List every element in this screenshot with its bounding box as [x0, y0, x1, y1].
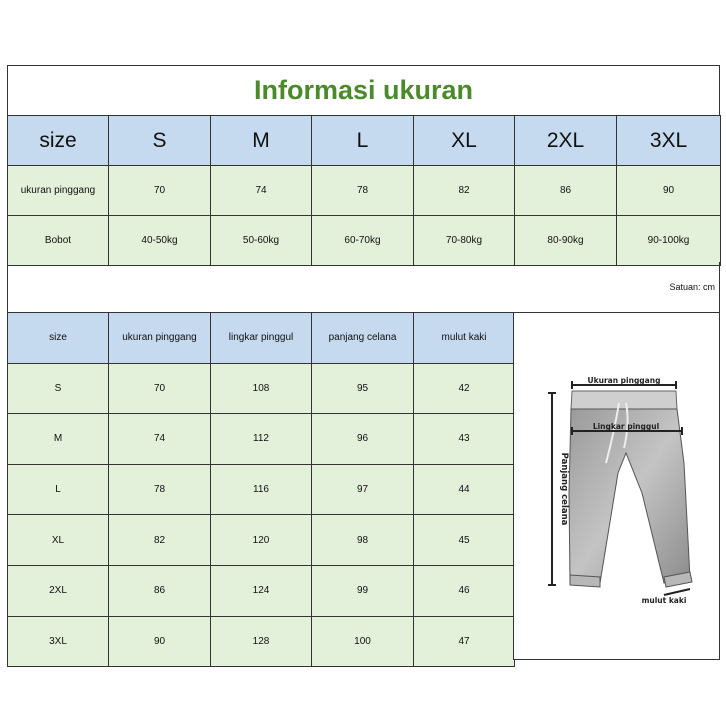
- pants-diagram: [514, 313, 719, 659]
- hem-label: mulut kaki: [641, 596, 687, 605]
- left-cuff-shape: [570, 575, 600, 587]
- table-cell: 116: [211, 464, 312, 515]
- table-cell: 78: [312, 166, 414, 216]
- table-cell: 50-60kg: [211, 216, 312, 266]
- top-header-2xl: 2XL: [515, 116, 617, 166]
- waist-label: Ukuran pinggang: [587, 376, 661, 385]
- table-cell: 86: [109, 565, 211, 616]
- table-cell: 128: [211, 616, 312, 667]
- table-row: [8, 616, 515, 667]
- table-row: [8, 363, 515, 414]
- hip-label: Lingkar pinggul: [592, 422, 660, 431]
- top-header-3xl: 3XL: [617, 116, 721, 166]
- table-cell: 70-80kg: [414, 216, 515, 266]
- row-label-weight: Bobot: [8, 216, 109, 266]
- table-cell: 96: [312, 414, 414, 465]
- table-cell: 86: [515, 166, 617, 216]
- table-cell: 98: [312, 515, 414, 566]
- table-cell: 90-100kg: [617, 216, 721, 266]
- table-cell: 60-70kg: [312, 216, 414, 266]
- table-cell: 70: [109, 166, 211, 216]
- table-cell: 82: [414, 166, 515, 216]
- table-cell: 74: [109, 414, 211, 465]
- page-title: Informasi ukuran: [253, 74, 474, 105]
- hem-measure-line: [664, 589, 690, 595]
- table-row: [8, 216, 721, 266]
- header-waist: ukuran pinggang: [109, 313, 211, 364]
- row-size-label: XL: [8, 515, 109, 566]
- table-cell: 80-90kg: [515, 216, 617, 266]
- table-cell: 112: [211, 414, 312, 465]
- row-size-label: 2XL: [8, 565, 109, 616]
- top-header-size: size: [8, 116, 109, 166]
- top-header-m: M: [211, 116, 312, 166]
- table-cell: 90: [109, 616, 211, 667]
- table-cell: 78: [109, 464, 211, 515]
- table-cell: 46: [414, 565, 515, 616]
- table-cell: 99: [312, 565, 414, 616]
- table-cell: 82: [109, 515, 211, 566]
- table-row: [8, 464, 515, 515]
- table-cell: 74: [211, 166, 312, 216]
- waistband-shape: [571, 391, 677, 409]
- unit-note: Satuan: cm: [7, 262, 720, 312]
- row-size-label: 3XL: [8, 616, 109, 667]
- header-hip: lingkar pinggul: [211, 313, 312, 364]
- table-cell: 43: [414, 414, 515, 465]
- table-cell: 108: [211, 363, 312, 414]
- row-size-label: S: [8, 363, 109, 414]
- row-size-label: L: [8, 464, 109, 515]
- table-cell: 95: [312, 363, 414, 414]
- header-size: size: [8, 313, 109, 364]
- table-cell: 120: [211, 515, 312, 566]
- top-header-s: S: [109, 116, 211, 166]
- table-row: [8, 515, 515, 566]
- pants-diagram-panel: [513, 312, 720, 660]
- measurement-table: [7, 312, 515, 667]
- table-cell: 70: [109, 363, 211, 414]
- table-cell: 97: [312, 464, 414, 515]
- size-weight-table: [7, 115, 721, 266]
- table-cell: 45: [414, 515, 515, 566]
- header-hem: mulut kaki: [414, 313, 515, 364]
- top-header-l: L: [312, 116, 414, 166]
- table-row: [8, 414, 515, 465]
- table-cell: 42: [414, 363, 515, 414]
- table-cell: 90: [617, 166, 721, 216]
- top-header-xl: XL: [414, 116, 515, 166]
- table-row: [8, 166, 721, 216]
- header-length: panjang celana: [312, 313, 414, 364]
- row-label-waist: ukuran pinggang: [8, 166, 109, 216]
- table-cell: 100: [312, 616, 414, 667]
- table-cell: 40-50kg: [109, 216, 211, 266]
- length-label: Panjang celana: [559, 452, 569, 526]
- table-cell: 124: [211, 565, 312, 616]
- pants-body-shape: [569, 409, 690, 583]
- table-row: [8, 565, 515, 616]
- row-size-label: M: [8, 414, 109, 465]
- table-cell: 47: [414, 616, 515, 667]
- table-cell: 44: [414, 464, 515, 515]
